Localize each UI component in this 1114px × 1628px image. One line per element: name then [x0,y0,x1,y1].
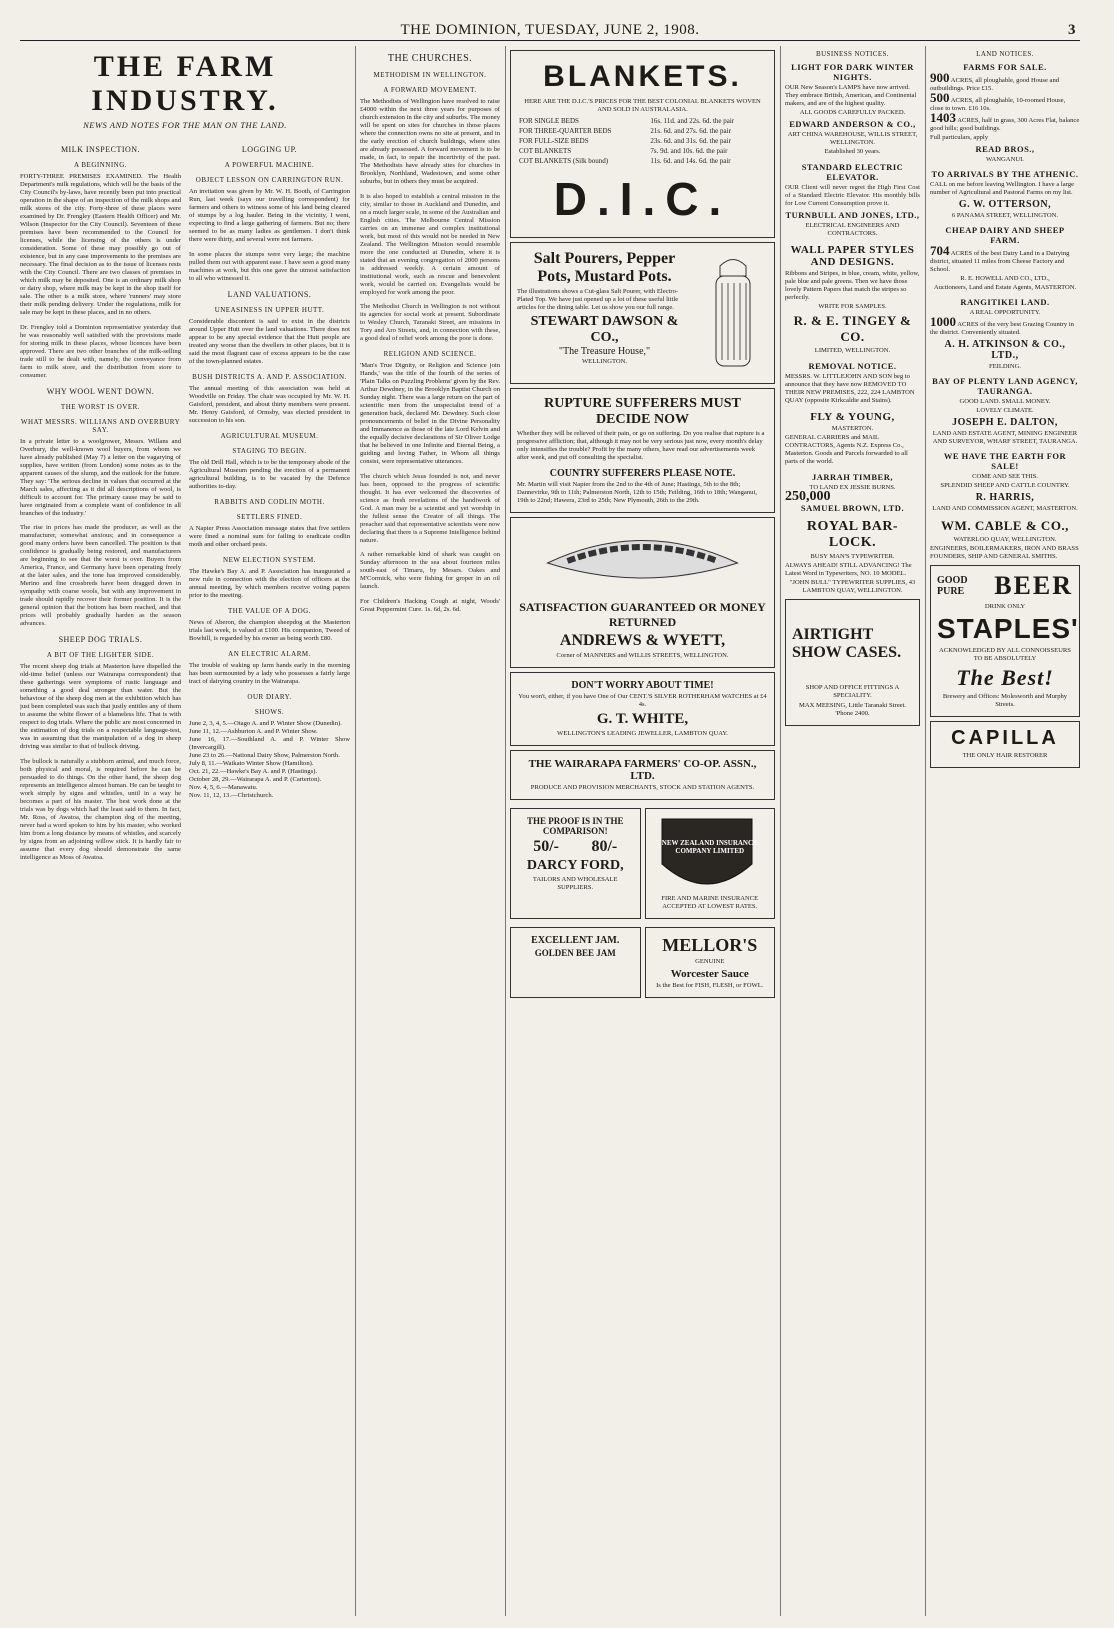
cable: WM. CABLE & CO., [941,518,1069,533]
turnbull-jones: TURNBULL AND JONES, LTD., [785,210,920,220]
dairy-acres: 704 [930,243,950,258]
rabbits-subheading: SETTLERS FINED. [236,512,303,521]
rupture-text: Whether they will be relieved of their pain, or go on suffering. Do you realise that rupture is a progressive affliction; that, although it may not be very serious just now, every month's delay only intensifies the trouble? Profit by the many others, have read our advertisements week after week, and put off consulting the specialist. [517,430,765,461]
farm-right-column [189,138,350,868]
salt-pourers-ad [510,242,775,384]
plenty-title: BAY OF PLENTY LAND AGENCY, TAURANGA. [932,376,1078,396]
royal-bar-lock: ROYAL BAR-LOCK. [806,519,899,550]
diary-item: June 23 to 26.—National Dairy Show, Palmerston North. [189,751,340,759]
capilla: CAPILLA [951,727,1059,749]
stewart-dawson: STEWART DAWSON & CO., [530,314,679,345]
farm-desc: ACRES, half in grass, 300 Acres Flat, balance good hills; good buildings. [930,117,1080,132]
mellors-ad [645,927,776,998]
filler-text: Dr. Frengley told a Dominion representative yesterday that he was reasonably well satisfied with the provisions made for storing milk in these places, whose licences have been approved. There are two other branches of the milk-selling trade still to be dealt with, namely, the conveyance from farm to milk store, and the distribution from store to consumer. [20,323,181,379]
edward-est: Established 30 years. [824,148,881,155]
blankets-ad [510,50,775,238]
sheepdog-text: The recent sheep dog trials at Masterton have dispelled the old-time belief (unless our Wairarapa correspondent) that these gatherings were symptoms of rustic language and something a good deal stronger than water. But the behaviour of the sheep dog men at the exhibition which has just been completed was such that justly entitles any of them to assume the white flower of a blameless life. That is with respect to dog trials. Where the public are most concerned in the estimation of dog trials on a respectable language-test, was in assuming that the manipulation of a dog in sheep driving was similar to that of bullock driving. [20,663,181,751]
cable-sub: WATERLOO QUAY, WELLINGTON. [953,536,1057,543]
airtight-name: MAX MEESING, Little Taranaki Street. 'Phone 2400. [798,701,907,717]
milk-subheading: A BEGINNING. [73,161,128,169]
fly-young: FLY & YOUNG, [810,411,895,423]
filler-text: The church which Jesus founded is not, and never has been, opposed to the progress of scientific thought. It has ever welcomed the discoveries of science as fresh revelations of the handiwork of God. A man may be a scientist and yet worship in the fullest sense the Creator of all things. The preacher said that representative scientists were now declaring that there is a Supreme Intelligence behind nature. [360,472,500,544]
dairy-text: ACRES of the best Dairy Land in a Dairying district, situated 11 miles from Cheese Factory and School. [930,250,1070,273]
jarrah-feet: 250,000 [785,489,831,504]
particulars: Full particulars, apply [930,134,989,141]
the-best: The Best! [956,665,1054,690]
religion-text: 'Man's True Dignity, or Religion and Science join Hands,' was the title of the fourth of the series of 'Plain Talks on Puzzling Problems' given by the Rev. Arthur Dewdney, in the Brooklyn Baptist Church on Sunday night. There was a large return on the part of scientific men from the unspecialist trend of a generation back, declared Mr. Dewdney. Such close pronouncements of belief in the Divine Personality and Immanence as those of the late Lord Kelvin and the equally decisive declarations of Sir Oliver Lodge that he believed in one Infinite and Eternal Being, a guiding and loving Father, in Whom all things consist, were representative utterances. [360,362,500,466]
farm-industry-subheading: NEWS AND NOTES FOR THE MAN ON THE LAND. [83,120,287,130]
diary-item: July 8, 11.—Waikato Winter Show (Hamilton). [189,759,314,767]
land-notices-heading: LAND NOTICES. [976,50,1034,58]
diary-subheading: SHOWS. [254,707,285,716]
blankets-intro: HERE ARE THE D.I.C.'S PRICES FOR THE BEST COLONIAL BLANKETS WOVEN AND SOLD IN AUSTRALASIA. [524,98,761,113]
land-text: Considerable discontent is said to exist in the districts around Upper Hutt over the land valuations. There does not appear to be any special evidence that the Hutt people are treated any worse than the dwellers in other places, but it is said the most flagrant case of excess appears to be the case of the town-planned estates. [189,317,350,365]
airtight-title: AIRTIGHT SHOW CASES. [792,626,902,662]
museum-heading: AGRICULTURAL MUSEUM. [220,431,319,440]
price-value: 7s. 9d. and 10s. 6d. the pair [650,147,728,155]
come-see: COME AND SEE THIS. [972,473,1038,480]
diary-item: June 11, 12.—Ashburton A. and P. Winter Show. [189,727,318,735]
rangitikei-title: RANGITIKEI LAND. [960,297,1050,307]
diary-item: Nov. 11, 12, 13.—Christchurch. [189,791,274,799]
masthead [20,22,1080,41]
farm-acres: 500 [930,90,950,105]
tingey-sub: LIMITED, WELLINGTON. [814,347,891,354]
business-notices-column [785,46,920,1616]
filler-text: In some places the stumps were very large; the machine pulled them out with apparent ease. I have seen a good many machines at work, but this one gave the utmost satisfaction to all who witnessed it. [189,250,350,282]
atkinson: A. H. ATKINSON & CO., LTD., [944,339,1066,361]
diary-list [189,720,350,800]
lamp-ad [785,62,920,156]
insurance-ad [645,808,776,919]
wallpaper-text: Ribbons and Stripes, in blue, cream, white, yellow, pale blue and pale greens. Then we have those lovely Pattern Papers that match the stripes so perfectly. [785,270,920,301]
filler-text: The Methodist Church in Wellington is not without its agencies for social work at present. Subordinate to Wesley Church, Taranaki Street, are missions in Tory and Aro Streets, and, in connection with these, a good deal of relief work among the poor is done. [360,303,500,343]
wool-text: In a private letter to a woolgrower, Messrs. Willans and Overbury, the well-known wool buyers, from whom we have already published (May 7) a letter on the vagarying of supplies, have written (from London) some notes as to the apparent causes of the slump, and the outlook for the future. They say: 'The serious decline in values that occurred at the March sales, affecting as it did all descriptions of wool, is difficult to account for. The primary cause may be said to have originated from a complete want of confidence in all branches of the industry.' [20,437,181,517]
edward-sub: ART CHINA WAREHOUSE, WILLIS STREET, WELLINGTON. [787,131,918,146]
diary-item: June 2, 3, 4, 5.—Otago A. and P. Winter Show (Dunedin). [189,719,342,727]
drink-only: DRINK ONLY [984,603,1026,610]
otterson: G. W. OTTERSON, [958,199,1052,210]
wool-heading: WHY WOOL WENT DOWN. [46,386,155,396]
price-value: 23s. 6d. and 31s. 6d. the pair [650,137,731,145]
price-value: 16s. 11d. and 22s. 6d. the pair [650,117,735,125]
table-row [517,156,768,166]
milk-text: FORTY-THREE PREMISES EXAMINED. The Health Department's milk regulations, which will be the basis of the City Council's by-laws, have recently been put into practical operation in the shape of an inspection of the milk shops and milk stores of the city. Forty-three of these places were examined by Dr. Frengley (Eastern Health Officer) and Mr. Wilson (Inspector for the City Council). Seventeen of these premises have been recommended to the Council for licenses, while the licensing of the others is under consideration. Some of these may possibly go out of existence, but in any case improvements to the premises are necessary. The final decision as to the issue of licenses rests with the City Council. There are two classes of premises in which milk may be deposited. One is an ordinary milk shop or dairy shop, where milk may be kept in the shop itself for sale. The other is a milk store, where 'runners' may store their milk pending delivery. Under the regulations, milk for sale may be kept in these places, and in no others. [20,173,181,316]
opp-acres: 1000 [930,314,956,329]
bush-heading: BUSH DISTRICTS A. AND P. ASSOCIATION. [192,372,347,381]
salt-title: Salt Pourers, Pepper Pots, Mustard Pots. [533,250,676,285]
samuel-brown: SAMUEL BROWN, LTD. [800,503,905,513]
cable-text: ENGINEERS, BOILERMAKERS, IRON AND BRASS FOUNDERS, SHIP AND GENERAL SMITHS. [930,545,1079,560]
filler-text: It is also hoped to establish a central mission in the city, similar to those in Auckland and Dunedin, and on a much larger scale, in some of the Australian and English cities. The Melbourne Central Mission carries on an immense and complex institutional work, but most of this would not be needed in New Zealand. The Wellington Mission would resemble more the one conducted at Dunedin, where it is stated that an evening congregation of 2000 persons is addressed weekly. A certain amount of institutional work, such as rescue and benevolent work, would be carried on. Evangelists would be employed for work among the poor. [360,192,500,296]
filler-text: The rise in prices has made the producer, as well as the manufacturer, somewhat anxious; and in consequence a good many orders have been cancelled. The position is that confidence is gradually being restored, and manufacturers are beginning to see that the worst is over. Buyers from America, France, and Germany have been operating freely at the later sales, and the tone has improved considerably. Merino and fine crossbreds have been dragged down in sympathy with coarse wools, but with any improvement in trade should rapidly recover their former position. It is the general opinion that the bottom has been reached, and that prices will probably gradually harden as the season advances. [20,524,181,628]
denture-illustration [517,523,768,593]
worry-text: You won't, either, if you have One of Our CENT.'S SILVER ROTHERHAM WATCHES at £4 4s. [518,693,767,708]
mellors-sauce: Worcester Sauce [670,968,749,980]
churches-section [360,46,500,1616]
column-rule [355,46,356,1616]
dairy-ad [930,225,1080,292]
satisfaction-title: SATISFACTION GUARANTEED OR MONEY RETURNED [519,600,766,629]
salt-text: The illustrations shows a Cut-glass Salt Pourer, with Electro-Plated Top. We have just opened up a lot of these useful little articles for the dining table. Let us show you our full range. [517,288,679,311]
bush-text: The annual meeting of this association was held at Woodville on Friday. The chair was occupied by Mr. W. H. Gaisford, president, and about thirty members were present. Mr. Henry Gaisford, of Ormsby, was elected president in succession to his son. [189,384,350,424]
arrivals-text: CALL on me before leaving Wellington. I have a large number of Agricultural and Pastoral Farms on my list. [930,181,1074,196]
price-item: FOR THREE-QUARTER BEDS [519,127,612,135]
staples: STAPLES' [937,613,1079,644]
land-notices-column [930,46,1080,1616]
wairarapa-ad [510,750,775,800]
logging-text: An invitation was given by Mr. W. H. Booth, of Carrington Run, last week (says our travelling correspondent) for farmers and others to witness some of his land being cleared of stumps by a log hauler. Being in the vicinity, I went, expecting to find a large gathering of farmers. But no; there seemed to be as many ladies as gentlemen. I don't think there were thirty, and several were not farmers. [189,188,350,243]
earth-ad [930,451,1080,513]
diary-heading: OUR DIARY. [247,692,292,701]
mellors-best: Is the Best for FISH, FLESH, or FOWL. [656,982,764,989]
blankets-price-table [517,116,768,166]
column-rule [925,46,926,1616]
light-text: OUR New Season's LAMPS have now arrived. They embrace British, American, and Continental makers, and are of the highest quality. [785,84,917,107]
turnbull-sub: ELECTRICAL ENGINEERS AND CONTRACTORS. [805,222,900,237]
beer-good-pure: GOOD PURE [937,575,968,597]
logging-subheading-2: OBJECT LESSON ON CARRINGTON RUN. [195,176,344,184]
farm-industry-section [20,46,350,1616]
stewart-city: WELLINGTON. [581,358,628,365]
land-subheading: UNEASINESS IN UPPER HUTT. [214,305,325,314]
museum-text: The old Drill Hall, which is to be the temporary abode of the Agricultural Museum pending the erection of a permanent agricultural building, is to be vacated by the Defence authorities to-day. [189,458,350,490]
dalton: JOSEPH E. DALTON, [952,417,1058,428]
rupture-title: RUPTURE SUFFERERS MUST DECIDE NOW [544,396,741,427]
column-rule [780,46,781,1616]
shield-icon [652,814,762,904]
darcy-sub: TAILORS AND WHOLESALE SUPPLIERS. [532,876,618,891]
wool-subheading-2: WHAT MESSRS. WILLIANS AND OVERBURY SAY. [20,417,181,434]
earth-title: WE HAVE THE EARTH FOR SALE! [943,451,1067,471]
andrews-wyett: ANDREWS & WYETT, [559,632,726,649]
farm-acres: 900 [930,70,950,85]
farm-industry-heading: THE FARM INDUSTRY. [91,50,279,117]
churches-text: The Methodists of Wellington have resolved to raise £4000 within the next three years for purposes of church extension in the city and suburbs. The money will be spent on sites for churches in those places where the connection owns no site at present, and in the early erection of church buildings, where sites are already possessed. A forward movement is to be made, in fact, to repair the incertivity of the past. The Methodists have already sites for churches in Brooklyn, Northland, Wadestown, and some other suburbs, but in others they must be acquired. [360,98,500,185]
mellors-genuine: GENUINE [695,958,725,965]
write-samples: WRITE FOR SAMPLES. [818,303,887,310]
read-bros: READ BROS., [975,144,1035,154]
wool-subheading: THE WORST IS OVER. [60,402,141,411]
rabbits-text: A Napier Press Association message states that five settlers were fined a nominal sum for failing to eradicate codlin moth and other orchard pests. [189,524,350,548]
logging-heading: LOGGING UP. [241,145,298,154]
rangitikei-ad [930,297,1080,371]
price-item: FOR SINGLE BEDS [519,117,579,125]
price-item: COT BLANKETS (Silk bound) [519,157,609,165]
arrivals-title: TO ARRIVALS BY THE ATHENIC. [931,169,1079,179]
table-row [517,126,768,136]
alarm-heading: AN ELECTRIC ALARM. [228,649,311,658]
harris-sub: LAND AND COMMISSION AGENT, MASTERTON. [932,505,1078,512]
wallpaper-ad [785,244,920,355]
edward-anderson: EDWARD ANDERSON & CO., [789,119,916,129]
climate: LOVELY CLIMATE. [976,407,1034,414]
stewart-sub: "The Treasure House," [558,346,651,357]
price-item: FOR FULL-SIZE BEDS [519,137,589,145]
dic-logo: D.I.C. [553,173,732,225]
milk-heading: MILK INSPECTION. [60,145,141,154]
typewriter-ad [785,519,920,595]
proof-ad [510,808,641,919]
price-item: COT BLANKETS [519,147,572,155]
election-text: The Hawke's Bay A. and P. Association has inaugurated a new rule in connection with the election of officers at the annual meeting, by which members receive voting papers prior to the meeting. [189,567,350,599]
watch-ad [510,672,775,746]
business-heading: BUSINESS NOTICES. [816,50,889,58]
jam-title: EXCELLENT JAM. [531,935,620,946]
table-row [517,136,768,146]
wairarapa-title: THE WAIRARAPA FARMERS' CO-OP. ASSN., LTD. [528,758,757,782]
john-bull: "JOHN BULL" TYPEWRITER SUPPLIES, 43 LAMBTON QUAY, WELLINGTON. [789,579,916,594]
salt-shaker-illustration [698,248,768,378]
rabbits-heading: RABBITS AND CODLIN MOTH. [214,497,325,506]
beer-word: BEER [994,571,1073,600]
diary-item: October 28, 29.—Wairarapa A. and P. (Carterton). [189,775,322,783]
religion-heading: RELIGION AND SCIENCE. [383,350,477,359]
proof-price: 80/- [591,838,618,855]
light-title: LIGHT FOR DARK WINTER NIGHTS. [791,62,914,82]
proof-price: 50/- [533,838,560,855]
farm-desc: ACRES, all ploughable, good House and outbuildings. Price £15. [930,77,1060,92]
insurance-fire: FIRE AND MARINE INSURANCE ACCEPTED AT LOWEST RATES. [661,895,759,910]
mellors-title: MELLOR'S [662,935,758,955]
jarrah-ad [785,472,920,513]
harris: R. HARRIS, [975,492,1035,503]
darcy-ford: DARCY FORD, [526,858,624,873]
gt-white-address: WELLINGTON'S LEADING JEWELLER, LAMBTON QUAY. [557,730,728,737]
worry-title: DON'T WORRY ABOUT TIME! [571,680,714,691]
sheepdog-subheading: A BIT OF THE LIGHTER SIDE. [46,651,155,660]
country-text: Mr. Martin will visit Napier from the 2nd to the 4th of June; Hastings, 5th to the 8th; Dannevirke, 9th to 11th; Palmerston North, 12th to 15th; Feilding, 16th to 18th; Wanganui, 19th to 22nd; Hawera, 23rd to 25th; New Plymouth, 26th to the 29th. [517,481,757,504]
museum-subheading: STAGING TO BEGIN. [232,446,307,455]
election-heading: NEW ELECTION SYSTEM. [223,555,316,564]
howell: R. E. HOWELL AND CO., LTD., [960,275,1050,282]
page-number: 3 [1068,22,1076,38]
plenty-ad [930,376,1080,446]
diary-item: Nov. 4, 5, 6.—Manawatu. [189,783,258,791]
price-value: 21s. 6d. and 27s. 6d. the pair [650,127,731,135]
movement-heading: A FORWARD MOVEMENT. [383,86,477,94]
acknowledged: ACKNOWLEDGED BY ALL CONNOISSEURS TO BE ABSOLUTELY [939,647,1071,662]
elevator-ad [785,162,920,238]
farm-left-column [20,138,181,868]
wallpaper-title: WALL PAPER STYLES AND DESIGNS. [790,244,915,268]
brewery: Brewery and Offices: Molesworth and Murphy Streets. [942,693,1068,708]
land-heading: LAND VALUATIONS. [227,289,312,299]
showcase-ad [785,599,920,726]
cable-ad [930,518,1080,561]
price-value: 11s. 6d. and 14s. 6d. the pair [650,157,731,165]
dairy-title: CHEAP DAIRY AND SHEEP FARM. [945,225,1065,245]
atkinson-sub: FEILDING. [988,363,1022,370]
filler-text: A rather remarkable kind of shark was caught on Sunday afternoon in the sea about fourteen miles south-east of Timaru, by Messrs. Oakes and M'Cormick, who were fishing for groper in an oil launch. [360,551,500,591]
dog-text: News of Aberon, the champion sheepdog at the Masterton trials last week, is valued at £100. His companion, Tweed of Bowhill, is regarded by his owner as being worth £80. [189,618,350,642]
diary-item: Oct. 21, 22.—Hawke's Bay A. and P. (Hastings). [189,767,318,775]
good-land: GOOD LAND. SMALL MONEY. [959,398,1051,405]
table-row [517,146,768,156]
tingey: R. & E. TINGEY & CO. [793,313,912,344]
teeth-ad [510,517,775,668]
howell-sub: Auctioneers, Land and Estate Agents, MASTERTON. [933,284,1077,291]
dog-heading: THE VALUE OF A DOG. [228,606,311,615]
gt-white: G. T. WHITE, [596,711,689,727]
otterson-sub: 6 PANAMA STREET, WELLINGTON. [951,212,1059,219]
filler-text: OUR Client will never regret the High First Cost of a Standard Electric Elevator. His monthly bills for Low Current Consumption prove it. [785,184,920,207]
farm-desc: ACRES, all ploughable, 10-roomed House, close to town. £16 10s. [930,97,1066,112]
jarrah-sub: TO LAND EX JESSIE BURNS. [809,484,896,491]
masthead-title: THE DOMINION, TUESDAY, JUNE 2, 1908. [400,22,700,38]
farms-title: FARMS FOR SALE. [963,62,1047,72]
airtight-text: SHOP AND OFFICE FITTINGS A SPECIALITY. [805,683,900,699]
column-rule [505,46,506,1616]
country-title: COUNTRY SUFFERERS PLEASE NOTE. [549,468,736,479]
insurance-title: NEW ZEALAND INSURANCE COMPANY LIMITED [661,839,758,855]
arrivals-ad [930,169,1080,220]
fly-text: GENERAL CARRIERS and MAIL CONTRACTORS, Agents N.Z. Express Co., Masterton. Goods and Parcels forwarded to all parts of the world. [785,434,908,465]
royal-sub: BUSY MAN'S TYPEWRITER. [810,553,895,560]
royal-text: ALWAYS AHEAD! STILL ADVANCING! The Latest Word in Typewriters, NO. 10 MODEL. [785,562,912,577]
opp-text: ACRES of the very best Grazing Country in the district. Conveniently situated. [930,321,1074,336]
farms-ad [930,62,1080,164]
goods-packed: ALL GOODS CAREFULLY PACKED. [799,109,906,116]
sheepdog-heading: SHEEP DOG TRIALS. [58,635,143,645]
beer-ad [930,565,1080,717]
diary-item: June 16, 17.—Southland A. and P. Winter Show (Invercargill). [189,735,350,751]
table-row [517,116,768,126]
jam-sub: GOLDEN BEE JAM [534,948,616,958]
hair-restorer: THE ONLY HAIR RESTORER [962,752,1048,759]
blankets-title: BLANKETS. [543,60,742,93]
wairarapa-sub: PRODUCE AND PROVISION MERCHANTS, STOCK AND STATION AGENTS. [530,784,755,791]
fly-sub: MASTERTON. [831,425,874,432]
alarm-text: The trouble of waking up farm hands early in the morning has been surmounted by a lady who possesses a fairly large tract of dairying country in the Wairarapa. [189,661,350,685]
proof-title: THE PROOF IS IN THE COMPARISON! [526,816,624,836]
read-sub: WANGANUI. [986,156,1024,163]
carriers-ad [785,411,920,466]
opportunity: A REAL OPPORTUNITY. [969,309,1041,316]
closing-notice: For Children's Hacking Cough at night, Woods' Great Peppermint Cure. 1s. 6d, 2s. 6d. [360,597,500,613]
elevator-title: STANDARD ELECTRIC ELEVATOR. [801,162,904,182]
removal-text: MESSRS. W. LITTLEJOHN AND SON beg to announce that they have now REMOVED TO THEIR NEW PREMISES, 222, 224 LAMBTON QUAY (opposite Kirkcaldie and Stains). [785,373,915,404]
dalton-sub: LAND AND ESTATE AGENT, MINING ENGINEER AND SURVEYOR, WHARF STREET, TAURANGA. [932,430,1078,445]
splendid: SPLENDID SHEEP AND CATTLE COUNTRY. [940,482,1070,489]
removal-ad [785,361,920,405]
jam-ad [510,927,641,998]
jarrah-title: JARRAH TIMBER, [812,472,893,482]
churches-heading: THE CHURCHES. [387,53,473,64]
logging-subheading: A POWERFUL MACHINE. [224,161,315,169]
churches-subheading: METHODISM IN WELLINGTON. [373,71,487,79]
rupture-ad [510,388,775,513]
andrews-address: Corner of MANNERS and WILLIS STREETS, WELLINGTON. [556,652,729,659]
capilla-ad [930,721,1080,768]
advertising-column [510,46,775,1616]
filler-text: The bullock is naturally a stubborn animal, and much force, both physical and moral, is required before he can be persuaded to do things. On the other hand, the sheep dog represents an intelligence almost human. He can be taught to work simply by signs and whistles, until in a way he becomes a part of his master. The best work done at the trials was by dogs which had the least said to them. In fact, Mr. Ross, of Awatoa, the champion dog of the meeting, never had a word spoken to him by his master, who worked him from a long distance by means of whistles, and scarcely by signs from an adjoining willow stick. It is hardly fair to assume that every dog should demonstrate the same intelligence as Moss of Awatoa. [20,757,181,861]
removal-title: REMOVAL NOTICE. [808,361,897,371]
farm-acres: 1403 [930,110,956,125]
